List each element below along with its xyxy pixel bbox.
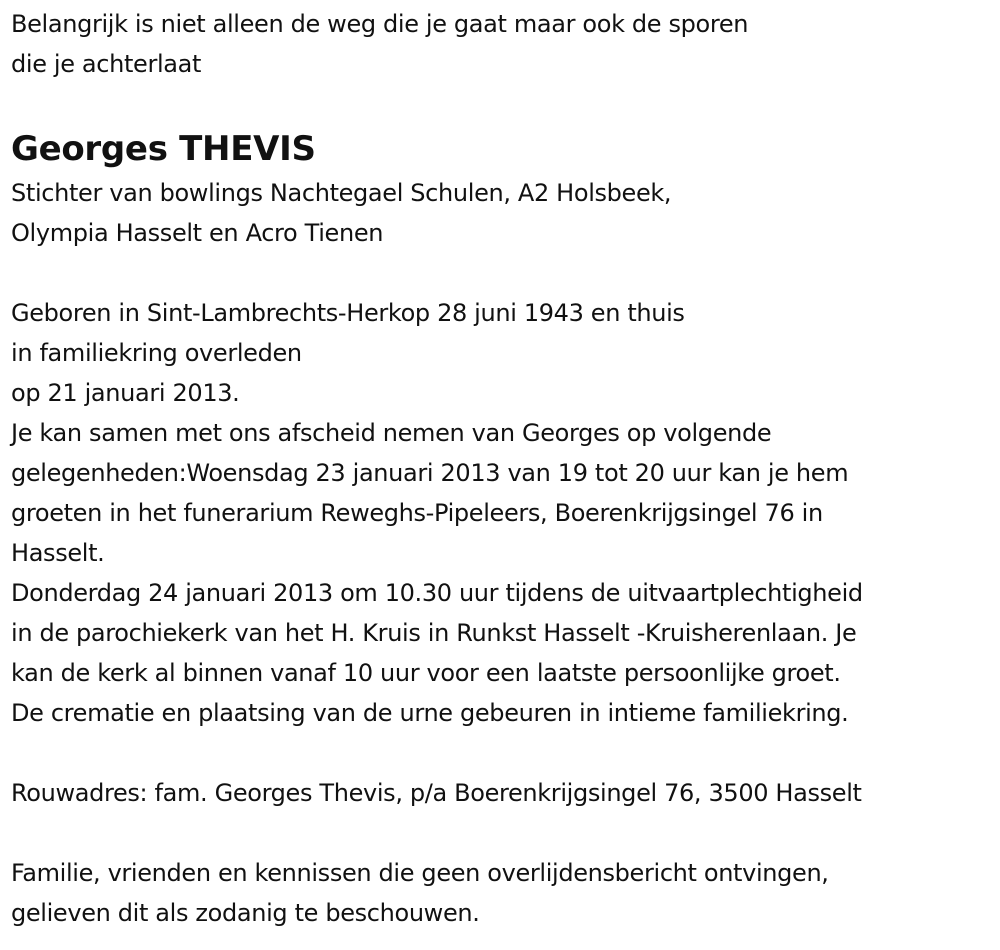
motto-line: Belangrijk is niet alleen de weg die je gaat maar ook de sporen xyxy=(11,10,749,38)
deceased-description xyxy=(11,173,991,253)
closing-line: Familie, vrienden en kennissen die geen overlijdensbericht ontvingen, xyxy=(11,859,829,887)
details xyxy=(11,293,991,733)
details-line: De crematie en plaatsing van de urne gebeuren in intieme familiekring. xyxy=(11,699,849,727)
closing-note xyxy=(11,853,991,933)
details-line: op 21 januari 2013. xyxy=(11,379,240,407)
closing-line: gelieven dit als zodanig te beschouwen. xyxy=(11,899,480,927)
details-line: gelegenheden:Woensdag 23 januari 2013 van 19 tot 20 uur kan je hem xyxy=(11,459,849,487)
description-line: Olympia Hasselt en Acro Tienen xyxy=(11,219,384,247)
spacer xyxy=(11,253,991,293)
spacer xyxy=(11,813,991,853)
motto-line: die je achterlaat xyxy=(11,50,202,78)
deceased-name: Georges THEVIS xyxy=(11,129,316,169)
obituary-document xyxy=(11,4,991,933)
details-line: Geboren in Sint-Lambrechts-Herkop 28 juni 1943 en thuis xyxy=(11,299,685,327)
spacer xyxy=(11,733,991,773)
details-line: in familiekring overleden xyxy=(11,339,302,367)
details-line: in de parochiekerk van het H. Kruis in Runkst Hasselt -Kruisherenlaan. Je xyxy=(11,619,857,647)
details-line: Je kan samen met ons afscheid nemen van Georges op volgende xyxy=(11,419,772,447)
motto xyxy=(11,4,991,84)
details-line: Hasselt. xyxy=(11,539,105,567)
mourning-address: Rouwadres: fam. Georges Thevis, p/a Boerenkrijgsingel 76, 3500 Hasselt xyxy=(11,779,862,807)
description-line: Stichter van bowlings Nachtegael Schulen, A2 Holsbeek, xyxy=(11,179,672,207)
details-line: kan de kerk al binnen vanaf 10 uur voor een laatste persoonlijke groet. xyxy=(11,659,841,687)
details-line: Donderdag 24 januari 2013 om 10.30 uur tijdens de uitvaartplechtigheid xyxy=(11,579,863,607)
details-line: groeten in het funerarium Reweghs-Pipeleers, Boerenkrijgsingel 76 in xyxy=(11,499,823,527)
